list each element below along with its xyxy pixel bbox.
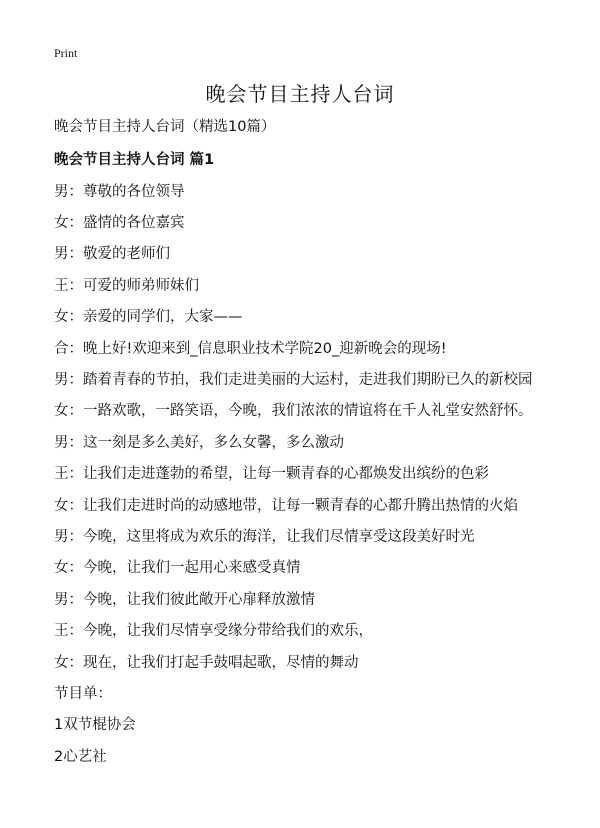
script-line: 女：亲爱的同学们，大家——	[54, 309, 243, 325]
script-line: 男：踏着青春的节拍，我们走进美丽的大运村，走进我们期盼已久的新校园	[54, 372, 533, 388]
script-line: 男：这一刻是多么美好，多么女馨，多么激动	[54, 435, 344, 451]
script-line: 合：晚上好!欢迎来到_信息职业技术学院20_迎新晚会的现场!	[54, 341, 447, 357]
script-line: 女：今晚，让我们一起用心来感受真情	[54, 560, 301, 576]
script-line: 男：敬爱的老师们	[54, 246, 170, 262]
script-line: 女：让我们走进时尚的动感地带，让每一颗青春的心都升腾出热情的火焰	[54, 498, 518, 514]
program-item: 1双节棍协会	[54, 717, 136, 733]
script-line: 王：可爱的师弟师妹们	[54, 278, 199, 294]
program-item: 2心艺社	[54, 749, 107, 765]
script-line: 男：尊敬的各位领导	[54, 184, 185, 200]
script-line: 女：现在，让我们打起手鼓唱起歌，尽情的舞动	[54, 655, 359, 671]
program-list-heading: 节目单：	[54, 686, 112, 702]
page-title: 晚会节目主持人台词	[205, 82, 395, 106]
script-line: 女：盛情的各位嘉宾	[54, 215, 185, 231]
script-line: 男：今晚，这里将成为欢乐的海洋，让我们尽情享受这段美好时光	[54, 529, 475, 545]
script-line: 王：让我们走进蓬勃的希望，让每一颗青春的心都焕发出缤纷的色彩	[54, 466, 489, 482]
section-heading: 晚会节目主持人台词 篇1	[54, 152, 215, 168]
script-line: 女：一路欢歌，一路笑语，今晚，我们浓浓的情谊将在千人礼堂安然舒怀。	[54, 403, 533, 419]
script-line: 男：今晚，让我们彼此敞开心扉释放激情	[54, 592, 315, 608]
document-subtitle: 晚会节目主持人台词（精选10篇）	[54, 119, 276, 135]
print-link[interactable]: Print	[54, 46, 78, 60]
script-line: 王：今晚，让我们尽情享受缘分带给我们的欢乐，	[54, 623, 373, 639]
